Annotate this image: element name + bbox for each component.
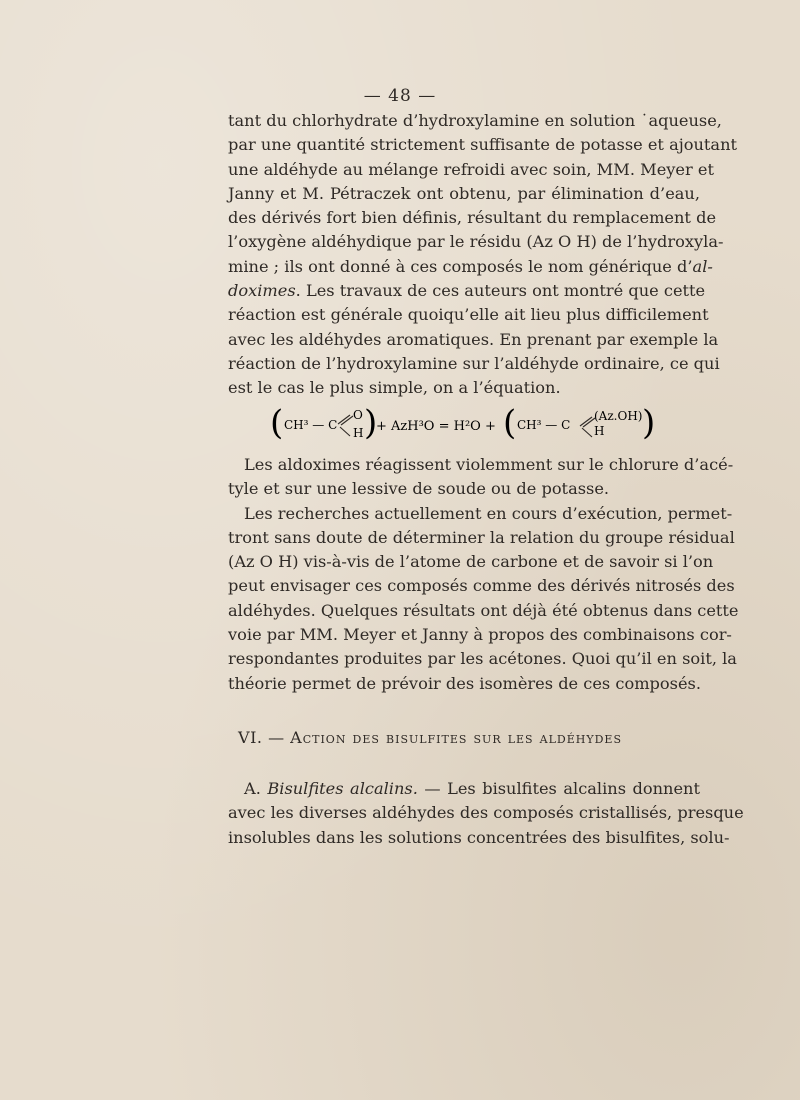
section-title-text: Action des bisulfites sur les aldéhydes	[290, 728, 622, 747]
text-line	[228, 777, 700, 801]
text-line: réaction est générale quoiqu’elle ait lieu plus difficilement	[228, 305, 709, 325]
text-line	[228, 279, 706, 303]
text-line: aldéhydes. Quelques résultats ont déjà été obtenus dans cette	[228, 600, 739, 620]
text-fragment: mine ; ils ont donné à ces composés le nom générique d’	[228, 256, 693, 276]
eq-left-group: CH³ — C	[284, 418, 338, 432]
text-line: réaction de l’hydroxylamine sur l’aldéhyde ordinaire, ce qui	[228, 353, 720, 373]
text-line: est le cas le plus simple, on a l’équation.	[228, 378, 561, 398]
text-line: des dérivés fort bien définis, résultant du remplacement de	[228, 208, 717, 228]
paragraph-3	[228, 777, 744, 850]
section-number: VI. —	[238, 728, 285, 747]
italic-fragment: al-	[692, 256, 713, 276]
subsection-label: A.	[244, 779, 261, 798]
text-line: par une quantité strictement suffisante de potasse et ajoutant	[228, 135, 738, 155]
eq-hydrogen: H	[594, 424, 605, 438]
text-line: avec les aldéhydes aromatiques. En prenant par exemple la	[228, 329, 719, 349]
paragraph-1	[228, 109, 738, 401]
eq-middle: + AzH³O = H²O +	[376, 419, 496, 434]
paragraph-2	[228, 453, 739, 696]
paren-open: (	[270, 403, 284, 443]
eq-azoh: (Az.OH)	[594, 409, 643, 423]
section-heading	[0, 728, 800, 747]
text-fragment: . Les travaux de ces auteurs ont montré que cette	[295, 281, 706, 301]
text-line: Janny et M. Pétraczek ont obtenu, par élimination d’eau,	[228, 183, 700, 203]
text-line: une aldéhyde au mélange refroidi avec soin, MM. Meyer et	[228, 159, 714, 179]
text-line: insolubles dans les solutions concentrées des bisulfites, solu-	[228, 827, 730, 847]
text-line: voie par MM. Meyer et Janny à propos des combinaisons cor-	[228, 625, 732, 645]
text-fragment: — Les bisulfites alcalins donnent	[417, 779, 700, 798]
text-line: avec les diverses aldéhydes des composés cristallisés, presque	[228, 803, 744, 823]
subsection-title: Bisulfites alcalins.	[267, 779, 418, 798]
text-line: (Az O H) vis-à-vis de l’atome de carbone et de savoir si l’on	[228, 552, 714, 572]
eq-oxygen: O	[353, 408, 363, 422]
text-line: tront sans doute de déterminer la relation du groupe résidual	[228, 527, 735, 547]
chemical-equation	[270, 405, 690, 445]
eq-hydrogen: H	[353, 426, 364, 440]
equation-figure	[270, 405, 690, 445]
text-line: respondantes produites par les acétones. Quoi qu’il en soit, la	[228, 649, 737, 669]
bond-line	[582, 428, 592, 437]
text-line: Les aldoximes réagissent violemment sur le chlorure d’acé-	[244, 455, 734, 474]
eq-right-group: CH³ — C	[517, 418, 571, 432]
text-line: l’oxygène aldéhydique par le résidu (Az O H) de l’hydroxyla-	[228, 232, 724, 252]
text-line: tyle et sur une lessive de soude ou de potasse.	[228, 479, 610, 499]
page-number: — 48 —	[363, 86, 437, 106]
paren-open: (	[503, 403, 517, 443]
text-line: Les recherches actuellement en cours d’exécution, permet-	[244, 503, 733, 523]
text-line	[228, 255, 713, 279]
paren-close: )	[364, 403, 378, 443]
bond-line	[340, 427, 350, 436]
text-line: peut envisager ces composés comme des dérivés nitrosés des	[228, 576, 735, 596]
italic-fragment: doximes	[228, 281, 296, 301]
text-line: théorie permet de prévoir des isomères de ces composés.	[228, 673, 701, 693]
text-line: tant du chlorhydrate d’hydroxylamine en solution ˙aqueuse,	[228, 111, 722, 130]
paren-close: )	[642, 403, 656, 443]
